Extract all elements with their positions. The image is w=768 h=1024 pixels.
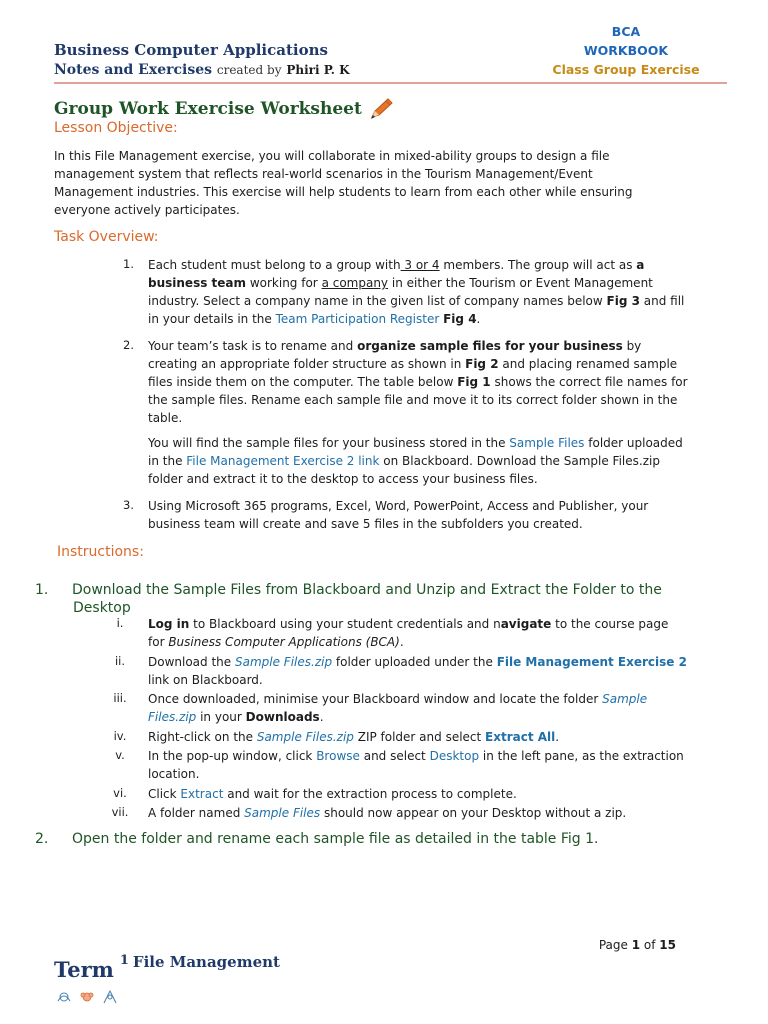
step-1-item-vi: Click Extract and wait for the extraction process to complete. xyxy=(148,787,517,801)
step-1-item-ii: Download the Sample Files.zip folder uploaded under the File Management Exercise 2 link on Blackboard. xyxy=(148,655,687,687)
task-number: 2. xyxy=(123,338,134,352)
step-1-item-vii: A folder named Sample Files should now appear on your Desktop without a zip. xyxy=(148,806,627,820)
header-divider xyxy=(54,82,727,84)
task-2-sample-files-text: You will find the sample files for your business stored in the Sample Files folder uploaded in the File Management Exercise 2 link on Blackboard. Download the Sample Files.zip folder and extract it to the desktop to access your business files. xyxy=(148,436,683,486)
task-number: 3. xyxy=(123,498,134,512)
task-overview-heading: Task Overview: xyxy=(54,229,159,245)
team-participation-register-link[interactable]: Team Participation Register xyxy=(275,312,440,326)
step-number: iv. xyxy=(113,729,127,743)
notes-label: Notes and Exercises xyxy=(54,62,212,78)
badge-bca: BCA xyxy=(611,24,641,39)
step-1-item-iii: Once downloaded, minimise your Blackboard window and locate the folder Sample Files.zip in your Downloads. xyxy=(148,692,648,724)
file-management-exercise-link[interactable]: File Management Exercise 2 link xyxy=(186,454,380,468)
task-3-text: Using Microsoft 365 programs, Excel, Word, PowerPoint, Access and Publisher, your business team will create and save 5 files in the subfolders you created. xyxy=(148,499,649,531)
workbook-badge xyxy=(540,22,712,79)
sample-files-link[interactable]: Sample Files xyxy=(509,436,585,450)
file-management-exercise-2-link[interactable]: File Management Exercise 2 xyxy=(496,655,687,669)
badge-class-group: Class Group Exercise xyxy=(552,62,700,77)
lesson-objective-heading: Lesson Objective: xyxy=(54,120,178,136)
step-1-item-v: In the pop-up window, click Browse and select Desktop in the left pane, as the extraction location. xyxy=(148,749,684,781)
floral-ornament-icon xyxy=(54,987,120,1007)
course-title: Business Computer Applications xyxy=(54,41,328,59)
notes-line xyxy=(54,62,350,78)
step-number: ii. xyxy=(114,654,126,668)
worksheet-title-text: Group Work Exercise Worksheet xyxy=(54,99,362,119)
created-by-label: created by xyxy=(216,63,282,77)
task-number: 1. xyxy=(123,257,134,271)
author-name: Phiri P. K xyxy=(286,63,350,77)
step-1-heading: 1. Download the Sample Files from Blackboard and Unzip and Extract the Folder to the Desktop xyxy=(35,582,662,616)
sample-files-zip-link[interactable]: Sample Files.zip xyxy=(234,655,333,669)
step-number: v. xyxy=(115,748,125,762)
step-number: i. xyxy=(116,616,124,630)
pencil-icon xyxy=(368,97,394,121)
instructions-heading: Instructions: xyxy=(57,544,144,560)
badge-workbook: WORKBOOK xyxy=(583,43,669,58)
worksheet-title xyxy=(54,97,394,121)
step-2-heading: 2. Open the folder and rename each sample file as detailed in the table Fig 1. xyxy=(35,831,599,847)
step-number: iii. xyxy=(113,691,127,705)
lesson-objective-text: In this File Management exercise, you will collaborate in mixed-ability groups to design a file management system that reflects real-world scenarios in the Tourism Management/Event Management industries. This exercise will help students to learn from each other while ensuring everyone actively participates. xyxy=(54,149,633,217)
step-number: vii. xyxy=(111,805,129,819)
step-number: vi. xyxy=(113,786,127,800)
page-number: Page 1 of 15 xyxy=(598,938,676,952)
task-2-text: Your team’s task is to rename and organize sample files for your business by creating an appropriate folder structure as shown in Fig 2 and placing renamed sample files inside them on the computer. The table below Fig 1 shows the correct file names for the sample files. Rename each sample file and move it to its correct folder shown in the table. xyxy=(148,339,688,425)
step-1-item-iv: Right-click on the Sample Files.zip ZIP folder and select Extract All. xyxy=(148,730,560,744)
step-1-item-i: Log in to Blackboard using your student credentials and navigate to the course page for Business Computer Applications (BCA). xyxy=(148,617,669,649)
task-1-text: Each student must belong to a group with 3 or 4 members. The group will act as a business team working for a company in either the Tourism or Event Management industry. Select a company name in the given list of company names below Fig 3 and fill in your details in the Team Participation Register Fig 4. xyxy=(148,258,685,326)
term-label: Term $^1$ $^{File Management}$ xyxy=(54,953,280,982)
